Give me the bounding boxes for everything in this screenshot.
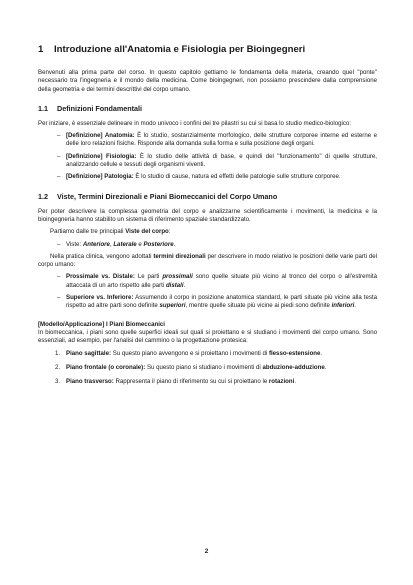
list-item — [66, 294, 377, 311]
list-marker: 2. — [55, 363, 61, 371]
text-run: Partiamo dalle tre principali — [50, 228, 124, 236]
definitions-intro: Per iniziare, è essenziale delineare in modo univoco i confini dei tre pilastri su cui si basa lo studio medico-biologico: — [38, 119, 351, 127]
definition-term: [Definizione] Fisiologia: — [66, 152, 137, 160]
keyword-inferior: inferiori — [331, 302, 355, 310]
section-title: Viste, Termini Direzionali e Piani Biomeccanici del Corpo Umano — [57, 191, 278, 201]
views-intro — [38, 228, 377, 236]
definition-text: È lo studio, sostanzialmente morfologico, delle strutture corporee interne ed esterne e delle loro relazioni fisiche. Risponde alla domanda sulla forma e sulla posizione degli organi. — [66, 132, 377, 148]
text-run: e — [136, 240, 144, 248]
text-run: . — [173, 240, 176, 248]
list-item — [55, 349, 377, 358]
views-label: Viste: — [66, 240, 82, 248]
planes-intro: In biomeccanica, i piani sono quelle superfici ideali sul quali si proiettano e si studiano i movimenti del corpo umano. Sono essenziali, ad esempio, per l'analisi del cammino o la progettazione protesica: — [38, 328, 377, 345]
list-item — [55, 378, 377, 386]
list-item — [66, 153, 377, 170]
text-run: Le parti — [137, 273, 160, 281]
definition-text: È lo studio di cause, natura ed effetti delle patologie sulle strutture corporee. — [135, 173, 341, 181]
section-heading-definitions — [38, 104, 377, 113]
plane-term: Piano sagittale: — [66, 349, 112, 357]
definition-term: [Definizione] Patologia: — [66, 173, 134, 181]
views-keyword: Viste del corpo — [125, 228, 169, 236]
definition-term: [Definizione] Anatomia: — [66, 132, 135, 140]
views-list — [38, 241, 377, 249]
planes-list — [38, 350, 377, 387]
list-item — [55, 363, 377, 372]
text-run: . — [294, 378, 297, 386]
text-run: Su questo piano si studiano i movimenti di — [146, 363, 261, 371]
list-item — [66, 173, 377, 181]
plane-term: Piano trasverso: — [66, 378, 114, 386]
definition-text: È lo studio delle attività di base, e quindi del "funzionamento" di quelle strutture, analizzando cellule e tessuti degli organismi viventi. — [66, 152, 377, 169]
text-run: , — [109, 240, 114, 248]
text-run: . — [320, 349, 323, 357]
text-run: . — [324, 363, 327, 371]
definitions-list — [38, 132, 377, 181]
planes-title: [Modello/Applicazione] I Piani Biomeccanici — [38, 320, 165, 328]
plane-keyword: rotazioni — [268, 378, 295, 386]
views-section-intro: Per poter descrivere la complessa geometria del corpo e analizzarne scientificamente i movimenti, la medicina e la bioingegneria hanno stabilito un sistema di riferimento spaziale standardizzato. — [38, 207, 377, 223]
list-item — [66, 273, 377, 290]
keyword-distal: distali — [165, 281, 184, 289]
plane-keyword: abduzione-adduzione — [262, 363, 325, 371]
view-posterior: Posteriore — [143, 240, 174, 248]
section-number: 1.1 — [38, 103, 48, 113]
intro-paragraph: Benvenuti alla prima parte del corso. In questo capitolo gettiamo le fondamenta della materia, creando quel "ponte" necessario tra l'ingegneria e il mondo della medicina. Come bioingegneri, non possiamo prescindere dalla comprensione della geometria e dei termini descrittivi del corpo umano. — [38, 69, 377, 93]
chapter-heading — [38, 44, 377, 56]
text-run: Nella pratica clinica, vengono adottati — [50, 252, 152, 260]
text-run: : — [168, 228, 171, 236]
list-item — [66, 132, 377, 149]
plane-keyword: flesso-estensione — [268, 349, 321, 357]
chapter-number: 1 — [38, 44, 44, 55]
section-heading-views — [38, 192, 377, 201]
text-run: Su questo piano avvengono e si proiettano i movimenti di — [112, 349, 268, 357]
text-run: Rappresenta il piano di riferimento su cui si proiettano le — [115, 378, 268, 386]
list-marker: 3. — [55, 378, 61, 386]
list-item — [66, 241, 377, 249]
text-run: . — [354, 302, 356, 310]
view-lateral: Laterale — [113, 240, 137, 248]
view-anterior: Anteriore — [82, 240, 110, 248]
directional-term: Superiore vs. Inferiore: — [66, 294, 134, 302]
section-number: 1.2 — [38, 191, 48, 201]
directional-term: Prossimale vs. Distale: — [66, 273, 135, 281]
text-run: . — [183, 281, 186, 289]
text-run: , mentre quelle situate più vicine ai piedi sono definite — [185, 302, 330, 310]
keyword-proximal: prossimali — [162, 273, 193, 281]
list-marker: 1. — [55, 349, 61, 357]
directional-list — [38, 273, 377, 310]
text-run: Assumendo il corpo in posizione anatomica standard, le parti situate più vicine alla testa rispetto ad altre parti sono definite — [66, 294, 377, 310]
directional-keyword: termini direzionali — [153, 252, 206, 260]
section-title: Definizioni Fondamentali — [57, 103, 143, 113]
text-run: sono quelle situate più vicino al tronco del corpo o all'estremità attaccata di un arto rispetto alle parti — [66, 273, 377, 289]
keyword-superior: superiori — [159, 302, 186, 310]
directional-intro — [38, 253, 377, 270]
text-run: per descrivere in modo relativo le posizioni delle varie parti del corpo umano: — [38, 252, 377, 269]
plane-term: Piano frontale (o coronale): — [66, 363, 146, 371]
page-number: 2 — [204, 548, 209, 555]
chapter-title: Introduzione all'Anatomia e Fisiologia per Bioingegneri — [54, 44, 306, 55]
